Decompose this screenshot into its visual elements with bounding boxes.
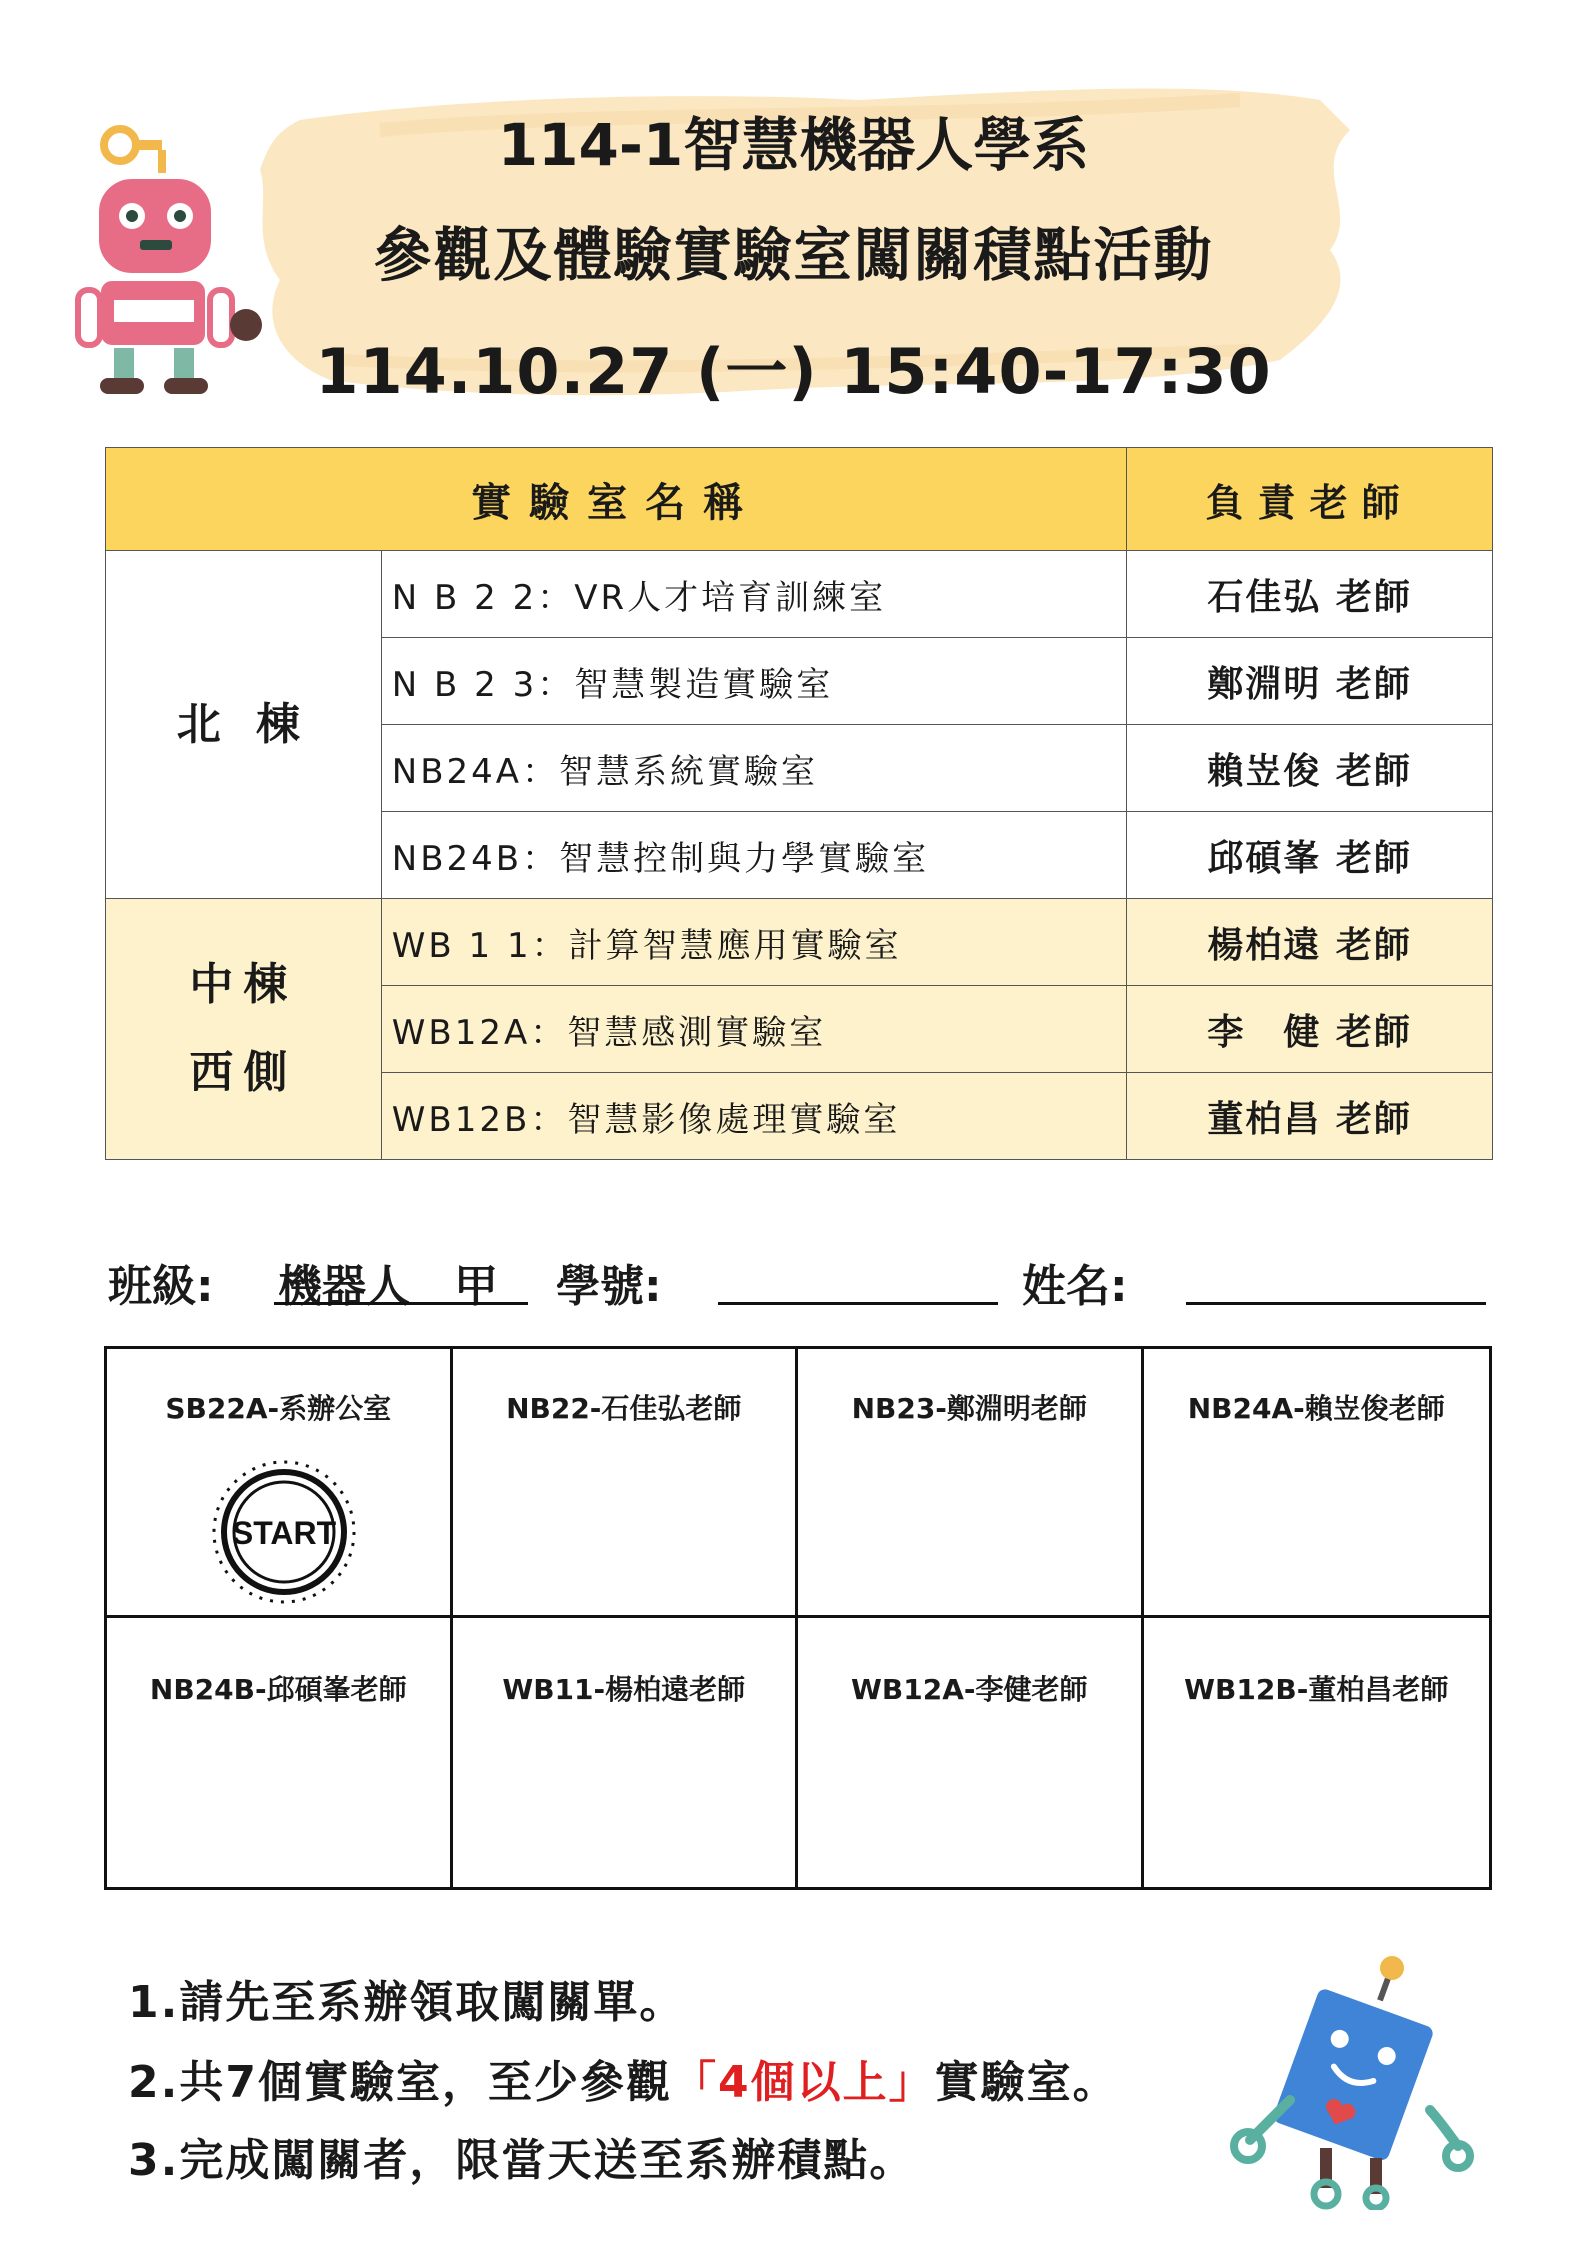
table-row — [106, 899, 1493, 986]
stamp-cell[interactable] — [107, 1349, 453, 1618]
teacher-name: 董柏昌 老師 — [1127, 1073, 1493, 1160]
start-label: START — [231, 1515, 337, 1551]
room-name: NB24B：智慧控制與力學實驗室 — [381, 812, 1126, 899]
blue-robot-icon — [1230, 1950, 1480, 2210]
teacher-name: 李 健 老師 — [1127, 986, 1493, 1073]
north-building-label: 北 棟 — [106, 551, 382, 899]
stamp-cell-label: NB24A-賴岦俊老師 — [1187, 1392, 1445, 1425]
teacher-name: 賴岦俊 老師 — [1127, 725, 1493, 812]
stamp-cell-label: NB23-鄭淵明老師 — [851, 1392, 1087, 1425]
rule-2-text: 2.共7個實驗室，至少參觀 — [128, 2057, 672, 2108]
teacher-name: 石佳弘 老師 — [1127, 551, 1493, 638]
rule-3: 3.完成闖關者，限當天送至系辦積點。 — [128, 2135, 916, 2186]
room-name: N B 2 2：VR人才培育訓練室 — [381, 551, 1126, 638]
room-name: WB 1 1：計算智慧應用實驗室 — [381, 899, 1126, 986]
class-underline — [274, 1302, 528, 1305]
stamp-cell-label: NB24B-邱碩峯老師 — [149, 1673, 407, 1706]
stamp-cell-label: NB22-石佳弘老師 — [506, 1392, 742, 1425]
lab-table — [105, 447, 1493, 1160]
title-activity: 參觀及體驗實驗室闖關積點活動 — [373, 221, 1214, 289]
stamp-cell-label: WB12A-李健老師 — [851, 1673, 1088, 1706]
stamp-cell[interactable] — [453, 1349, 799, 1618]
stamp-cell[interactable] — [1144, 1349, 1490, 1618]
class-label: 班級: — [108, 1261, 214, 1312]
teacher-name: 邱碩峯 老師 — [1127, 812, 1493, 899]
stamp-cell[interactable] — [798, 1618, 1144, 1887]
teacher-name: 楊柏遠 老師 — [1127, 899, 1493, 986]
room-name: NB24A：智慧系統實驗室 — [381, 725, 1126, 812]
start-stamp-icon — [189, 1457, 379, 1607]
stamp-cell[interactable] — [798, 1349, 1144, 1618]
stamp-cell-label: WB12B-董柏昌老師 — [1184, 1673, 1449, 1706]
title-department: 114-1智慧機器人學系 — [497, 111, 1090, 179]
stamp-cell-label: WB11-楊柏遠老師 — [502, 1673, 746, 1706]
table-row — [106, 551, 1493, 638]
stamp-cell-label: SB22A-系辦公室 — [165, 1392, 392, 1425]
stamp-cell[interactable] — [107, 1618, 453, 1887]
student-id-field[interactable] — [718, 1262, 998, 1305]
student-id-label: 學號: — [556, 1261, 662, 1312]
rule-2-suffix: 實驗室。 — [934, 2057, 1119, 2108]
table-header-row — [106, 448, 1493, 551]
rule-2 — [128, 2046, 1119, 2110]
name-field[interactable] — [1186, 1262, 1486, 1305]
rule-1: 1.請先至系辦領取闖關單。 — [128, 1977, 686, 2028]
room-name: WB12B：智慧影像處理實驗室 — [381, 1073, 1126, 1160]
middle-building-line1: 中棟 — [189, 959, 298, 1010]
title-date-time: 114.10.27 (一) 15:40-17:30 — [315, 335, 1272, 408]
stamp-cell[interactable] — [453, 1618, 799, 1887]
header-room-name: 實驗室名稱 — [106, 448, 1127, 551]
room-name: WB12A：智慧感測實驗室 — [381, 986, 1126, 1073]
stamp-cell[interactable] — [1144, 1618, 1490, 1887]
rule-2-highlight: 「4個以上」 — [671, 2057, 935, 2108]
middle-building-label — [106, 899, 382, 1160]
class-value[interactable]: 機器人 甲 — [278, 1261, 498, 1312]
header-teacher: 負責老師 — [1127, 448, 1493, 551]
teacher-name: 鄭淵明 老師 — [1127, 638, 1493, 725]
stamp-grid — [104, 1346, 1492, 1890]
name-label: 姓名: — [1022, 1261, 1128, 1312]
room-name: N B 2 3：智慧製造實驗室 — [381, 638, 1126, 725]
middle-building-line2: 西側 — [189, 1047, 298, 1098]
